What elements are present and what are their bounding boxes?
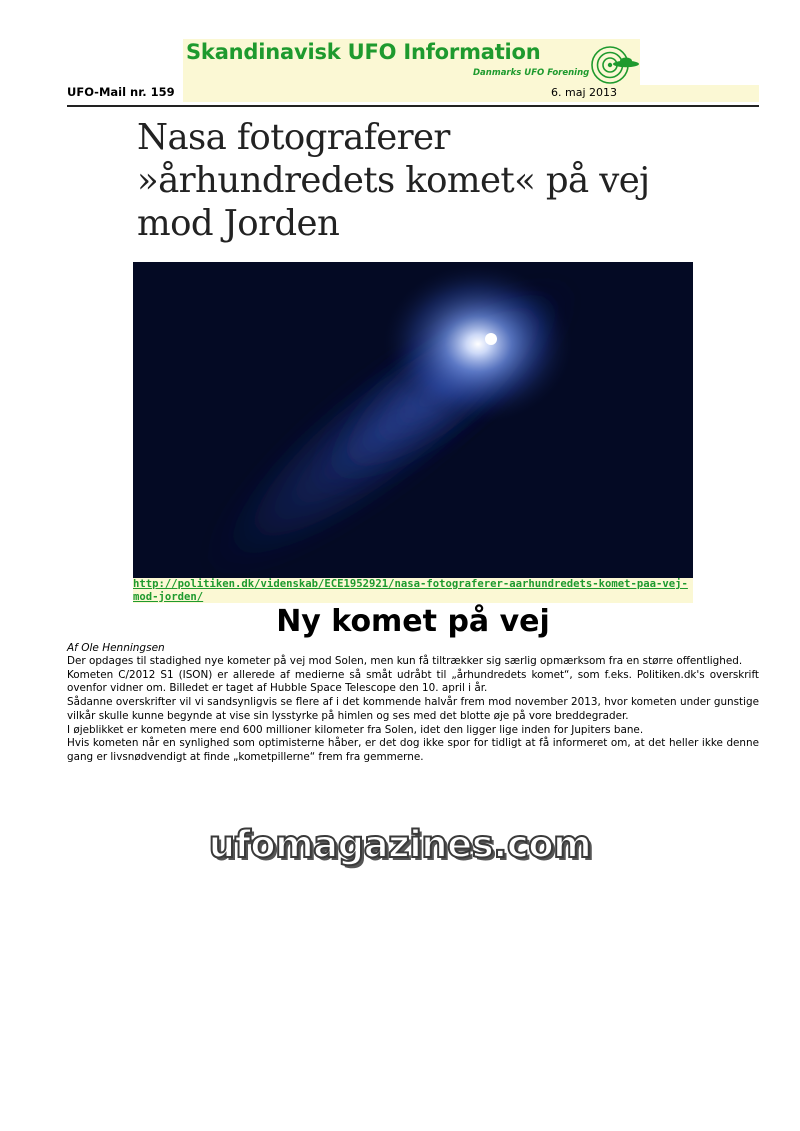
issue-date: 6. maj 2013 xyxy=(551,86,617,99)
article-paragraph: Hvis kometen når en synlighed som optimisterne håber, er det dog ikke spor for tidligt at få informeret om, at det heller ikke denne gang er livsnødvendigt at finde „kometpillerne“ frem fra gemmerne. xyxy=(67,737,759,763)
article-byline: Af Ole Henningsen xyxy=(67,642,165,654)
ufo-target-icon xyxy=(588,42,640,84)
article-paragraph: Kometen C/2012 S1 (ISON) er allerede af medierne så småt udråbt til „århundredets komet“, som f.eks. Politiken.dk's overskrift ovenfor vidner om. Billedet er taget af Hubble Space Telescope den 10. april i år. xyxy=(67,668,759,695)
clipping-headline: Nasa fotograferer »århundredets komet« på vej mod Jorden xyxy=(137,117,650,244)
newspaper-clipping xyxy=(133,108,693,578)
publication-subtitle: Danmarks UFO Forening xyxy=(473,68,590,78)
article-body xyxy=(67,655,759,765)
source-link[interactable]: http://politiken.dk/videnskab/ECE1952921/nasa-fotograferer-aarhundredets-komet-paa-vej-mod-jorden/ xyxy=(133,578,693,603)
article-paragraph: I øjeblikket er kometen mere end 600 millioner kilometer fra Solen, idet den ligger lige inden for Jupiters bane. xyxy=(67,723,644,736)
publication-title: Skandinavisk UFO Information xyxy=(186,40,541,64)
issue-number: UFO-Mail nr. 159 xyxy=(67,85,175,99)
article-paragraph: Der opdages til stadighed nye kometer på vej mod Solen, men kun få tiltrækker sig særlig opmærksom fra en større offentlighed. xyxy=(67,655,743,667)
article-title: Ny komet på vej xyxy=(276,604,550,639)
article-paragraph: Sådanne overskrifter vil vi sandsynligvis se flere af i det kommende halvår frem mod november 2013, hvor kometen under gunstige vilkår skulle kunne begynde at vise sin lysstyrke på himlen og ses med det blotte øje på vore breddegrader. xyxy=(67,696,759,722)
masthead xyxy=(183,39,640,85)
comet-photo xyxy=(133,262,693,578)
header-divider xyxy=(67,105,759,107)
watermark: ufomagazines.com xyxy=(208,823,592,866)
issue-band xyxy=(183,85,759,102)
